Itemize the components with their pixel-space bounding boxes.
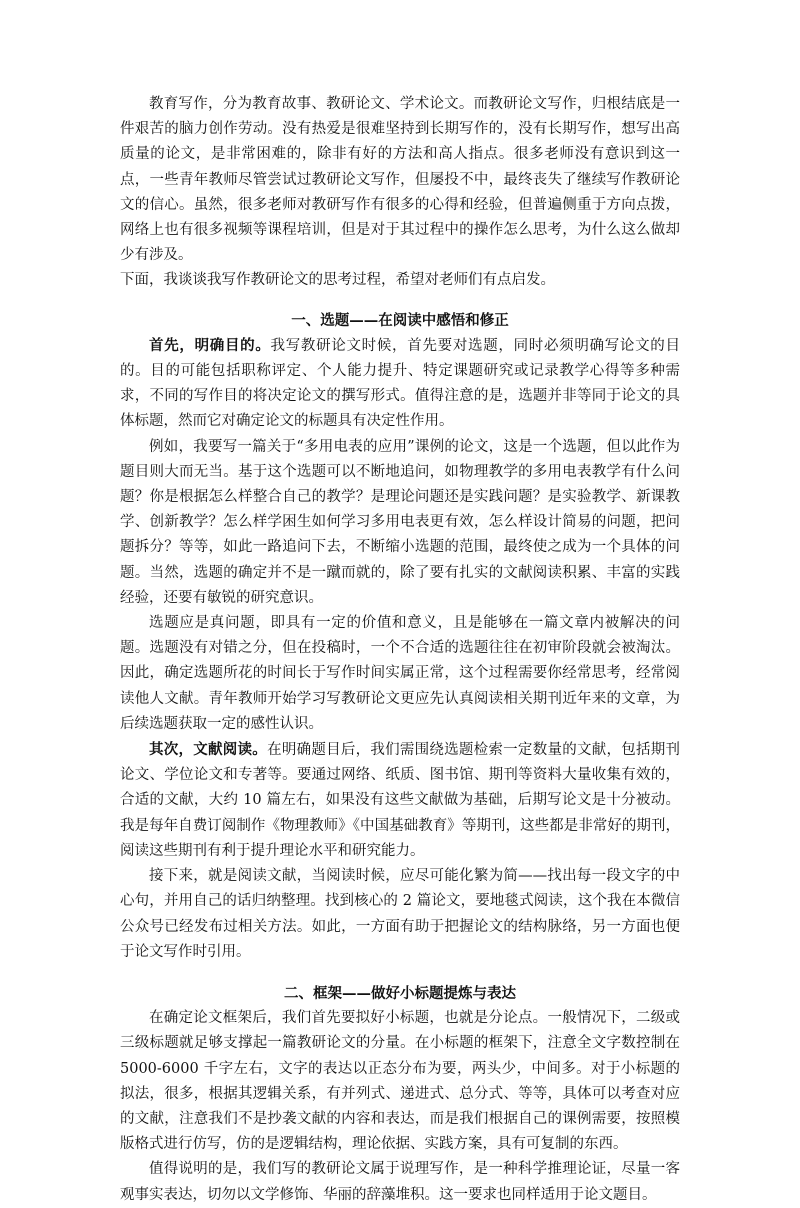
section-2-paragraph-1: 在确定论文框架后，我们首先要拟好小标题，也就是分论点。一般情况下，二级或三级标题就足够支撑起一篇教研论文的分量。在小标题的框架下，注意全文字数控制在 5000-6000 千字左右，文字的表达以正态分布为要，两头少，中间多。对于小标题的拟法，很多，根据其逻辑关系，有并列式、递进式、总分式、等等，具体可以考查对应的文献，注意我们不是抄袭文献的内容和表达，而是我们根据自己的课例需要，按照模版格式进行仿写，仿的是逻辑结构，理论依据、实践方案，具有可复制的东西。 (120, 1010, 680, 1153)
document-page (120, 92, 680, 1208)
section-1-heading: 一、选题——在阅读中感悟和修正 (291, 311, 509, 329)
section-1-paragraph-1 (120, 333, 680, 435)
intro-paragraph-1: 教育写作，分为教育故事、教研论文、学术论文。而教研论文写作，归根结底是一件艰苦的脑力创作劳动。没有热爱是很难坚持到长期写作的，没有长期写作，想写出高质量的论文，是非常困难的，除非有好的方法和高人指点。很多老师没有意识到这一点，一些青年教师尽管尝试过教研论文写作，但屡投不中，最终丧失了继续写作教研论文的信心。虽然，很多老师对教研写作有很多的心得和经验，但普遍侧重于方向点拨，网络上也有很多视频等课程培训，但是对于其过程中的操作怎么思考，为什么这么做却少有涉及。 (120, 96, 680, 264)
section-2-heading: 二、框架——做好小标题提炼与表达 (284, 984, 516, 1002)
intro-paragraph-2: 下面，我谈谈我写作教研论文的思考过程，希望对老师们有点启发。 (120, 272, 555, 289)
section-1-paragraph-5: 接下来，就是阅读文献，当阅读时候，应尽可能化繁为简——找出每一段文字的中心句，并用自己的话归纳整理。找到核心的 2 篇论文，要地毯式阅读，这个我在本微信公众号已经发布过相关方法。如此，一方面有助于把握论文的结构脉络，另一方面也便于论文写作时引用。 (120, 868, 680, 960)
section-2-paragraph-2: 值得说明的是，我们写的教研论文属于说理写作，是一种科学推理论证，尽量一客观事实表达，切勿以文学修饰、华丽的辞藻堆积。这一要求也同样适用于论文题目。 (120, 1161, 680, 1203)
section-1-paragraph-1-body: 我写教研论文时候，首先要对选题，同时必须明确写论文的目的。目的可能包括职称评定、个人能力提升、特定课题研究或记录教学心得等多种需求，不同的写作目的将决定论文的撰写形式。值得注意的是，选题并非等同于论文的具体标题，然而它对确定论文的标题具有决定性作用。 (120, 337, 680, 430)
section-1-paragraph-1-lead: 首先，明确目的。 (149, 336, 271, 354)
section-1-paragraph-2: 例如，我要写一篇关于“多用电表的应用”课例的论文，这是一个选题，但以此作为题目则大而无当。基于这个选题可以不断地追问，如物理教学的多用电表教学有什么问题？你是根据怎么样整合自己的教学？是理论问题还是实践问题？是实验教学、新课教学、创新教学？怎么样学困生如何学习多用电表更有效，怎么样设计简易的问题，把问题拆分？等等，如此一路追问下去，不断缩小选题的范围，最终使之成为一个具体的问题。当然，选题的确定并不是一蹴而就的，除了要有扎实的文献阅读积累、丰富的实践经验，还要有敏锐的研究意识。 (120, 438, 680, 606)
section-1-paragraph-4-lead: 其次，文献阅读。 (149, 741, 268, 759)
section-1-paragraph-4-body: 在明确题目后，我们需围绕选题检索一定数量的文献，包括期刊论文、学位论文和专著等。要通过网络、纸质、图书馆、期刊等资料大量收集有效的，合适的文献，大约 10 篇左右，如果没有这些文献做为基础，后期写论文是十分被动。我是每年自费订阅制作《物理教师》《中国基础教育》等期刊，这些都是非常好的期刊，阅读这些期刊有利于提升理论水平和研究能力。 (120, 742, 681, 859)
section-1-paragraph-3: 选题应是真问题，即具有一定的价值和意义，且是能够在一篇文章内被解决的问题。选题没有对错之分，但在投稿时，一个不合适的选题往往在初审阶段就会被淘汰。因此，确定选题所花的时间长于写作时间实属正常，这个过程需要你经常思考，经常阅读他人文献。青年教师开始学习写教研论文更应先认真阅读相关期刊近年来的文章，为后续选题获取一定的感性认识。 (120, 615, 680, 732)
section-1-paragraph-4 (120, 737, 680, 864)
